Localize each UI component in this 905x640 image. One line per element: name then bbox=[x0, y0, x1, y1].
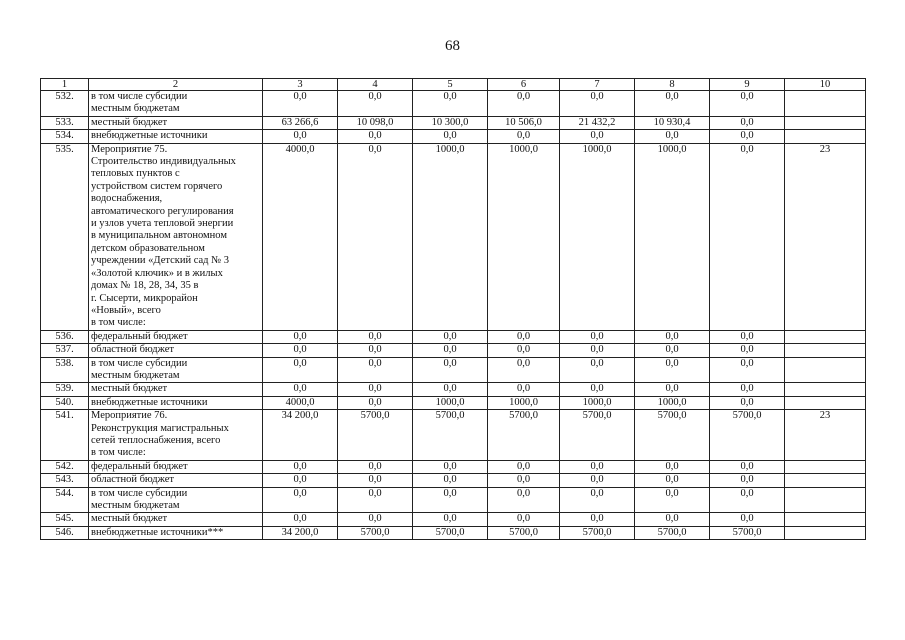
amount-cell: 0,0 bbox=[560, 130, 635, 143]
amount-cell: 0,0 bbox=[710, 460, 785, 473]
target-indicator-cell bbox=[785, 330, 866, 343]
amount-cell: 0,0 bbox=[413, 474, 488, 487]
amount-cell: 4000,0 bbox=[263, 143, 338, 330]
amount-cell: 0,0 bbox=[338, 474, 413, 487]
row-name: местный бюджет bbox=[89, 383, 263, 396]
amount-cell: 0,0 bbox=[338, 460, 413, 473]
table-row bbox=[41, 130, 866, 143]
row-name: внебюджетные источники*** bbox=[89, 526, 263, 539]
amount-cell: 0,0 bbox=[338, 130, 413, 143]
column-header: 10 bbox=[785, 79, 866, 91]
row-number: 533. bbox=[41, 116, 89, 129]
amount-cell: 0,0 bbox=[710, 330, 785, 343]
amount-cell: 0,0 bbox=[635, 330, 710, 343]
amount-cell: 34 200,0 bbox=[263, 410, 338, 461]
amount-cell: 63 266,6 bbox=[263, 116, 338, 129]
amount-cell: 10 506,0 bbox=[488, 116, 560, 129]
target-indicator-cell bbox=[785, 357, 866, 383]
amount-cell: 1000,0 bbox=[635, 143, 710, 330]
amount-cell: 0,0 bbox=[560, 474, 635, 487]
row-number: 542. bbox=[41, 460, 89, 473]
budget-table bbox=[40, 78, 866, 540]
amount-cell: 0,0 bbox=[263, 357, 338, 383]
table-row bbox=[41, 143, 866, 330]
amount-cell: 5700,0 bbox=[560, 410, 635, 461]
row-name: внебюджетные источники bbox=[89, 396, 263, 409]
amount-cell: 0,0 bbox=[560, 357, 635, 383]
amount-cell: 0,0 bbox=[338, 91, 413, 117]
amount-cell: 0,0 bbox=[413, 91, 488, 117]
amount-cell: 0,0 bbox=[488, 91, 560, 117]
amount-cell: 1000,0 bbox=[488, 396, 560, 409]
row-name: местный бюджет bbox=[89, 116, 263, 129]
amount-cell: 0,0 bbox=[560, 513, 635, 526]
amount-cell: 0,0 bbox=[263, 474, 338, 487]
amount-cell: 0,0 bbox=[710, 130, 785, 143]
column-header: 7 bbox=[560, 79, 635, 91]
amount-cell: 10 930,4 bbox=[635, 116, 710, 129]
amount-cell: 5700,0 bbox=[413, 410, 488, 461]
amount-cell: 0,0 bbox=[413, 487, 488, 513]
amount-cell: 0,0 bbox=[635, 460, 710, 473]
table-row bbox=[41, 460, 866, 473]
amount-cell: 5700,0 bbox=[560, 526, 635, 539]
amount-cell: 0,0 bbox=[413, 460, 488, 473]
amount-cell: 0,0 bbox=[413, 344, 488, 357]
amount-cell: 5700,0 bbox=[710, 526, 785, 539]
row-number: 536. bbox=[41, 330, 89, 343]
amount-cell: 0,0 bbox=[338, 357, 413, 383]
row-name: местный бюджет bbox=[89, 513, 263, 526]
row-number: 538. bbox=[41, 357, 89, 383]
amount-cell: 1000,0 bbox=[413, 396, 488, 409]
amount-cell: 5700,0 bbox=[635, 526, 710, 539]
amount-cell: 5700,0 bbox=[338, 526, 413, 539]
amount-cell: 0,0 bbox=[635, 513, 710, 526]
target-indicator-cell bbox=[785, 526, 866, 539]
row-number: 546. bbox=[41, 526, 89, 539]
amount-cell: 4000,0 bbox=[263, 396, 338, 409]
row-name: федеральный бюджет bbox=[89, 460, 263, 473]
amount-cell: 0,0 bbox=[560, 460, 635, 473]
row-name: внебюджетные источники bbox=[89, 130, 263, 143]
amount-cell: 0,0 bbox=[338, 396, 413, 409]
amount-cell: 0,0 bbox=[413, 330, 488, 343]
amount-cell: 5700,0 bbox=[635, 410, 710, 461]
amount-cell: 0,0 bbox=[635, 91, 710, 117]
amount-cell: 1000,0 bbox=[488, 143, 560, 330]
amount-cell: 0,0 bbox=[263, 383, 338, 396]
amount-cell: 0,0 bbox=[710, 357, 785, 383]
row-number: 534. bbox=[41, 130, 89, 143]
amount-cell: 1000,0 bbox=[413, 143, 488, 330]
column-header: 6 bbox=[488, 79, 560, 91]
table-row bbox=[41, 487, 866, 513]
amount-cell: 5700,0 bbox=[488, 526, 560, 539]
page-number: 68 bbox=[445, 38, 460, 54]
table-row bbox=[41, 383, 866, 396]
amount-cell: 0,0 bbox=[338, 330, 413, 343]
column-header: 5 bbox=[413, 79, 488, 91]
row-number: 535. bbox=[41, 143, 89, 330]
target-indicator-cell bbox=[785, 116, 866, 129]
row-number: 540. bbox=[41, 396, 89, 409]
target-indicator-cell bbox=[785, 91, 866, 117]
table-row bbox=[41, 330, 866, 343]
target-indicator-cell bbox=[785, 487, 866, 513]
amount-cell: 0,0 bbox=[560, 344, 635, 357]
row-name: в том числе субсидии местным бюджетам bbox=[89, 487, 263, 513]
row-number: 532. bbox=[41, 91, 89, 117]
amount-cell: 0,0 bbox=[635, 357, 710, 383]
amount-cell: 0,0 bbox=[488, 130, 560, 143]
row-name: областной бюджет bbox=[89, 344, 263, 357]
amount-cell: 0,0 bbox=[263, 130, 338, 143]
amount-cell: 0,0 bbox=[488, 357, 560, 383]
column-header: 8 bbox=[635, 79, 710, 91]
table-row bbox=[41, 410, 866, 461]
row-name: Мероприятие 75. Строительство индивидуальных тепловых пунктов с устройством систем горячего водоснабжения, автоматического регулирования и узлов учета тепловой энергии в муниципальном автономном детском образовательном учреждении «Детский сад № 3 «Золотой ключик» и в жилых домах № 18, 28, 34, 35 в г. Сысерти, микрорайон «Новый», всего в том числе: bbox=[89, 143, 263, 330]
amount-cell: 1000,0 bbox=[560, 396, 635, 409]
amount-cell: 0,0 bbox=[710, 474, 785, 487]
target-indicator-cell: 23 bbox=[785, 410, 866, 461]
amount-cell: 5700,0 bbox=[488, 410, 560, 461]
amount-cell: 0,0 bbox=[488, 513, 560, 526]
table-row bbox=[41, 396, 866, 409]
table-row bbox=[41, 474, 866, 487]
amount-cell: 5700,0 bbox=[338, 410, 413, 461]
amount-cell: 1000,0 bbox=[560, 143, 635, 330]
amount-cell: 0,0 bbox=[560, 487, 635, 513]
amount-cell: 0,0 bbox=[338, 143, 413, 330]
amount-cell: 0,0 bbox=[635, 383, 710, 396]
column-header: 9 bbox=[710, 79, 785, 91]
table-row bbox=[41, 513, 866, 526]
amount-cell: 5700,0 bbox=[710, 410, 785, 461]
amount-cell: 0,0 bbox=[338, 383, 413, 396]
target-indicator-cell bbox=[785, 396, 866, 409]
row-name: Мероприятие 76. Реконструкция магистральных сетей теплоснабжения, всего в том числе: bbox=[89, 410, 263, 461]
amount-cell: 0,0 bbox=[413, 513, 488, 526]
table-row bbox=[41, 116, 866, 129]
amount-cell: 0,0 bbox=[635, 344, 710, 357]
table-row bbox=[41, 344, 866, 357]
amount-cell: 0,0 bbox=[710, 116, 785, 129]
amount-cell: 0,0 bbox=[488, 460, 560, 473]
row-number: 541. bbox=[41, 410, 89, 461]
target-indicator-cell bbox=[785, 344, 866, 357]
amount-cell: 0,0 bbox=[413, 357, 488, 383]
amount-cell: 0,0 bbox=[413, 130, 488, 143]
amount-cell: 10 300,0 bbox=[413, 116, 488, 129]
row-name: областной бюджет bbox=[89, 474, 263, 487]
amount-cell: 0,0 bbox=[710, 143, 785, 330]
target-indicator-cell bbox=[785, 513, 866, 526]
amount-cell: 0,0 bbox=[263, 487, 338, 513]
amount-cell: 0,0 bbox=[710, 487, 785, 513]
amount-cell: 0,0 bbox=[560, 383, 635, 396]
amount-cell: 0,0 bbox=[263, 513, 338, 526]
amount-cell: 5700,0 bbox=[413, 526, 488, 539]
row-number: 545. bbox=[41, 513, 89, 526]
amount-cell: 0,0 bbox=[710, 91, 785, 117]
row-name: в том числе субсидии местным бюджетам bbox=[89, 91, 263, 117]
target-indicator-cell bbox=[785, 460, 866, 473]
amount-cell: 0,0 bbox=[338, 344, 413, 357]
amount-cell: 0,0 bbox=[710, 396, 785, 409]
amount-cell: 0,0 bbox=[263, 91, 338, 117]
amount-cell: 0,0 bbox=[635, 487, 710, 513]
row-number: 543. bbox=[41, 474, 89, 487]
table-row bbox=[41, 357, 866, 383]
column-header: 2 bbox=[89, 79, 263, 91]
amount-cell: 10 098,0 bbox=[338, 116, 413, 129]
amount-cell: 0,0 bbox=[338, 513, 413, 526]
amount-cell: 0,0 bbox=[710, 344, 785, 357]
row-name: федеральный бюджет bbox=[89, 330, 263, 343]
amount-cell: 21 432,2 bbox=[560, 116, 635, 129]
table-row bbox=[41, 526, 866, 539]
amount-cell: 0,0 bbox=[560, 330, 635, 343]
column-header: 3 bbox=[263, 79, 338, 91]
target-indicator-cell bbox=[785, 474, 866, 487]
amount-cell: 0,0 bbox=[338, 487, 413, 513]
target-indicator-cell bbox=[785, 383, 866, 396]
amount-cell: 0,0 bbox=[710, 383, 785, 396]
amount-cell: 0,0 bbox=[413, 383, 488, 396]
target-indicator-cell bbox=[785, 130, 866, 143]
header-row bbox=[41, 79, 866, 91]
amount-cell: 0,0 bbox=[488, 487, 560, 513]
amount-cell: 0,0 bbox=[263, 460, 338, 473]
amount-cell: 34 200,0 bbox=[263, 526, 338, 539]
amount-cell: 0,0 bbox=[488, 474, 560, 487]
target-indicator-cell: 23 bbox=[785, 143, 866, 330]
row-number: 544. bbox=[41, 487, 89, 513]
row-number: 537. bbox=[41, 344, 89, 357]
amount-cell: 1000,0 bbox=[635, 396, 710, 409]
amount-cell: 0,0 bbox=[488, 383, 560, 396]
row-number: 539. bbox=[41, 383, 89, 396]
column-header: 4 bbox=[338, 79, 413, 91]
amount-cell: 0,0 bbox=[560, 91, 635, 117]
amount-cell: 0,0 bbox=[635, 474, 710, 487]
amount-cell: 0,0 bbox=[488, 344, 560, 357]
row-name: в том числе субсидии местным бюджетам bbox=[89, 357, 263, 383]
amount-cell: 0,0 bbox=[635, 130, 710, 143]
table-row bbox=[41, 91, 866, 117]
amount-cell: 0,0 bbox=[263, 330, 338, 343]
amount-cell: 0,0 bbox=[710, 513, 785, 526]
column-header: 1 bbox=[41, 79, 89, 91]
amount-cell: 0,0 bbox=[263, 344, 338, 357]
amount-cell: 0,0 bbox=[488, 330, 560, 343]
